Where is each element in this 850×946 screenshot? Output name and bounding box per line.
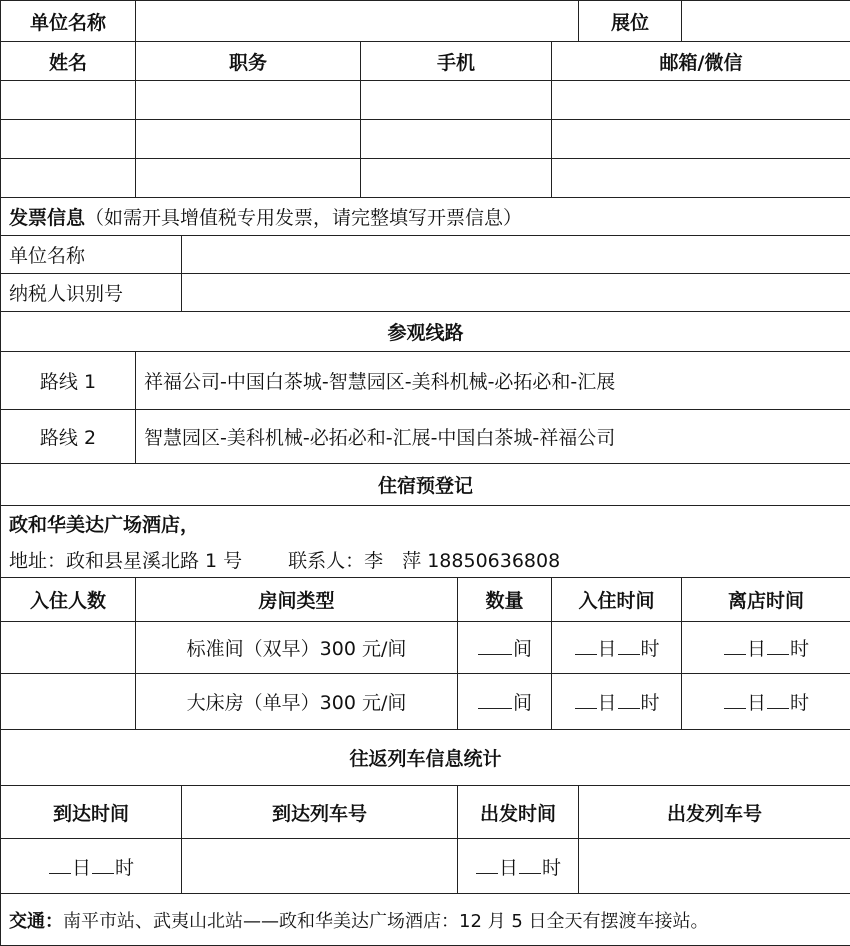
contact-position-field[interactable]: [136, 120, 361, 159]
hotel-contact: 联系人：李 萍 18850636808: [288, 549, 561, 572]
routes-title-row: [1, 312, 850, 352]
hotel-address: 地址：政和县星溪北路 1 号: [9, 549, 243, 572]
day-label: 日: [747, 638, 767, 660]
invoice-title-text: 发票信息: [9, 207, 86, 229]
train-header-row: [1, 786, 850, 839]
unit-name-label: 单位名称: [1, 1, 136, 42]
checkout-field[interactable]: [682, 622, 850, 674]
room-row: [1, 674, 850, 730]
train-row: [1, 839, 850, 894]
route-path: 祥福公司-中国白茶城-智慧园区-美科机械-必拓必和-汇展: [136, 352, 850, 410]
checkin-field[interactable]: [552, 674, 682, 730]
col-guest-count: 入住人数: [1, 578, 136, 622]
hour-label: 时: [790, 638, 810, 660]
transport-label: 交通：: [9, 910, 63, 932]
booth-label: 展位: [579, 1, 682, 42]
lodging-header-row: [1, 578, 850, 622]
room-quantity-field[interactable]: [458, 622, 552, 674]
contact-email-field[interactable]: [552, 159, 850, 198]
col-arrival-train: 到达列车号: [182, 786, 458, 839]
day-label: 日: [499, 856, 519, 879]
col-checkout: 离店时间: [682, 578, 850, 622]
contact-row: [1, 81, 850, 120]
contact-phone-field[interactable]: [361, 120, 552, 159]
room-unit: 间: [512, 692, 532, 714]
day-label: 日: [747, 692, 767, 714]
unit-name-field[interactable]: [136, 1, 579, 42]
invoice-tax-field[interactable]: [182, 274, 850, 312]
col-quantity: 数量: [458, 578, 552, 622]
booth-field[interactable]: [682, 1, 850, 42]
invoice-unit-row: [1, 236, 850, 274]
day-label: 日: [597, 638, 617, 660]
contact-name-field[interactable]: [1, 81, 136, 120]
route-row: [1, 410, 850, 464]
day-label: 日: [71, 856, 91, 879]
col-departure-train: 出发列车号: [579, 786, 850, 839]
invoice-unit-label: 单位名称: [1, 236, 182, 274]
col-name: 姓名: [1, 42, 136, 81]
day-label: 日: [597, 692, 617, 714]
transport-cell: [1, 894, 850, 946]
lodging-title: 住宿预登记: [1, 464, 850, 506]
arrival-time-field[interactable]: [1, 839, 182, 894]
transport-text: 南平市站、武夷山北站——政和华美达广场酒店：12 月 5 日全天有摆渡车接站。: [63, 910, 709, 932]
guest-count-field[interactable]: [1, 622, 136, 674]
col-email-wechat: 邮箱/微信: [552, 42, 850, 81]
room-type: 大床房（单早）300 元/间: [136, 674, 458, 730]
invoice-tax-label: 纳税人识别号: [1, 274, 182, 312]
contact-phone-field[interactable]: [361, 159, 552, 198]
route-label: 路线 1: [1, 352, 136, 410]
contact-position-field[interactable]: [136, 159, 361, 198]
hotel-address-cell: [1, 542, 850, 578]
contact-name-field[interactable]: [1, 159, 136, 198]
route-row: [1, 352, 850, 410]
contact-name-field[interactable]: [1, 120, 136, 159]
invoice-title: [1, 198, 850, 236]
hotel-row: [1, 506, 850, 542]
col-checkin: 入住时间: [552, 578, 682, 622]
hotel-name: 政和华美达广场酒店，: [1, 506, 850, 542]
contact-phone-field[interactable]: [361, 81, 552, 120]
hour-label: 时: [640, 638, 660, 660]
hour-label: 时: [542, 856, 562, 879]
arrival-train-field[interactable]: [182, 839, 458, 894]
col-room-type: 房间类型: [136, 578, 458, 622]
contact-row: [1, 120, 850, 159]
hour-label: 时: [640, 692, 660, 714]
lodging-title-row: [1, 464, 850, 506]
transport-row: [1, 894, 850, 946]
train-title: 往返列车信息统计: [1, 730, 850, 786]
invoice-note: （如需开具增值税专用发票，请完整填写开票信息）: [85, 207, 523, 229]
contacts-header-row: [1, 42, 850, 81]
room-unit: 间: [512, 638, 532, 660]
col-phone: 手机: [361, 42, 552, 81]
train-title-row: [1, 730, 850, 786]
hotel-address-row: [1, 542, 850, 578]
guest-count-field[interactable]: [1, 674, 136, 730]
invoice-unit-field[interactable]: [182, 236, 850, 274]
col-position: 职务: [136, 42, 361, 81]
contact-email-field[interactable]: [552, 120, 850, 159]
checkout-field[interactable]: [682, 674, 850, 730]
departure-train-field[interactable]: [579, 839, 850, 894]
contact-email-field[interactable]: [552, 81, 850, 120]
room-quantity-field[interactable]: [458, 674, 552, 730]
invoice-title-row: [1, 198, 850, 236]
hour-label: 时: [115, 856, 135, 879]
hour-label: 时: [790, 692, 810, 714]
unit-row: [1, 1, 850, 42]
col-departure-time: 出发时间: [458, 786, 579, 839]
route-label: 路线 2: [1, 410, 136, 464]
col-arrival-time: 到达时间: [1, 786, 182, 839]
contact-position-field[interactable]: [136, 81, 361, 120]
contact-row: [1, 159, 850, 198]
route-path: 智慧园区-美科机械-必拓必和-汇展-中国白茶城-祥福公司: [136, 410, 850, 464]
room-type: 标准间（双早）300 元/间: [136, 622, 458, 674]
invoice-tax-row: [1, 274, 850, 312]
routes-title: 参观线路: [1, 312, 850, 352]
checkin-field[interactable]: [552, 622, 682, 674]
departure-time-field[interactable]: [458, 839, 579, 894]
room-row: [1, 622, 850, 674]
